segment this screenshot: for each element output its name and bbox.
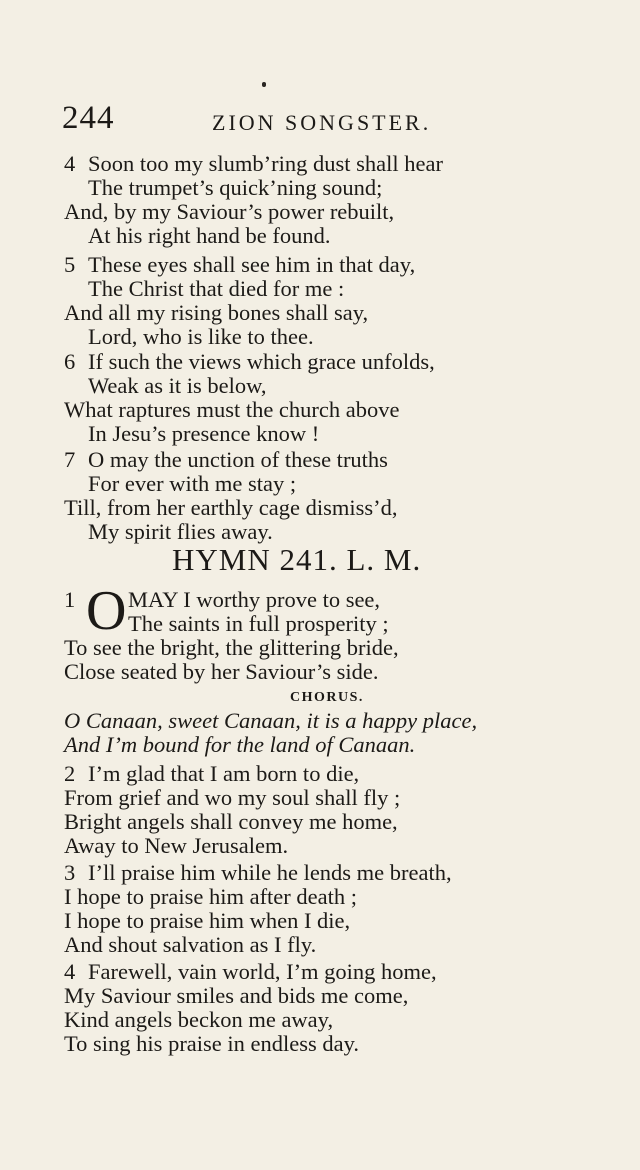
running-title: ZION SONGSTER. <box>212 110 432 135</box>
stanza-line: MAY I worthy prove to see, <box>128 587 381 612</box>
stanza-line: The Christ that died for me : <box>88 276 345 301</box>
printer-mark <box>262 82 266 87</box>
stanza-number: 2 <box>64 761 76 786</box>
stanza-number: 6 <box>64 349 76 374</box>
page-number: 244 <box>62 100 115 136</box>
stanza-line: The trumpet’s quick’ning sound; <box>88 175 383 200</box>
stanza-line: And all my rising bones shall say, <box>64 300 369 325</box>
stanza-number: 4 <box>64 151 76 176</box>
stanza-line: 6 If such the views which grace unfolds, <box>64 349 435 374</box>
hymn-title: HYMN 241. L. M. <box>172 542 422 577</box>
stanza-line: Lord, who is like to thee. <box>88 324 314 349</box>
stanza-line: Weak as it is below, <box>88 373 267 398</box>
stanza-line: The saints in full prosperity ; <box>128 611 389 636</box>
stanza-line: For ever with me stay ; <box>88 471 297 496</box>
stanza-line <box>64 588 88 612</box>
stanza-line: Till, from her earthly cage dismiss’d, <box>64 495 398 520</box>
stanza-line: I hope to praise him when I die, <box>64 908 351 933</box>
stanza-line: Kind angels beckon me away, <box>64 1007 334 1032</box>
stanza-line: Bright angels shall convey me home, <box>64 809 398 834</box>
stanza-number: 4 <box>64 959 76 984</box>
page-header <box>62 100 462 140</box>
drop-cap: O <box>86 580 127 642</box>
stanza-line: Away to New Jerusalem. <box>64 833 289 858</box>
stanza-line: To sing his praise in endless day. <box>64 1031 360 1056</box>
chorus-line: And I’m bound for the land of Canaan. <box>64 732 416 757</box>
stanza-line: In Jesu’s presence know ! <box>88 421 320 446</box>
stanza-line: What raptures must the church above <box>64 397 400 422</box>
stanza-line: 3 I’ll praise him while he lends me breath, <box>64 860 452 885</box>
stanza-line: 5 These eyes shall see him in that day, <box>64 252 416 277</box>
stanza-line: 4 Farewell, vain world, I’m going home, <box>64 959 437 984</box>
stanza-line: Close seated by her Saviour’s side. <box>64 659 379 684</box>
stanza-line: My Saviour smiles and bids me come, <box>64 983 409 1008</box>
stanza-line: I hope to praise him after death ; <box>64 884 358 909</box>
stanza-line: 4 Soon too my slumb’ring dust shall hear <box>64 151 443 176</box>
stanza-line: At his right hand be found. <box>88 223 331 248</box>
stanza-number: 7 <box>64 447 76 472</box>
stanza-line: And shout salvation as I fly. <box>64 932 317 957</box>
stanza-line: To see the bright, the glittering bride, <box>64 635 399 660</box>
stanza-line: From grief and wo my soul shall fly ; <box>64 785 401 810</box>
stanza-line: And, by my Saviour’s power rebuilt, <box>64 199 395 224</box>
chorus-label: CHORUS. <box>290 690 364 705</box>
chorus-line: O Canaan, sweet Canaan, it is a happy place, <box>64 708 478 733</box>
stanza-number: 1 <box>64 587 76 612</box>
stanza-number: 5 <box>64 252 76 277</box>
stanza-line: 7 O may the unction of these truths <box>64 447 388 472</box>
stanza-number: 3 <box>64 860 76 885</box>
stanza-line: 2 I’m glad that I am born to die, <box>64 761 360 786</box>
stanza-line: My spirit flies away. <box>88 519 273 544</box>
